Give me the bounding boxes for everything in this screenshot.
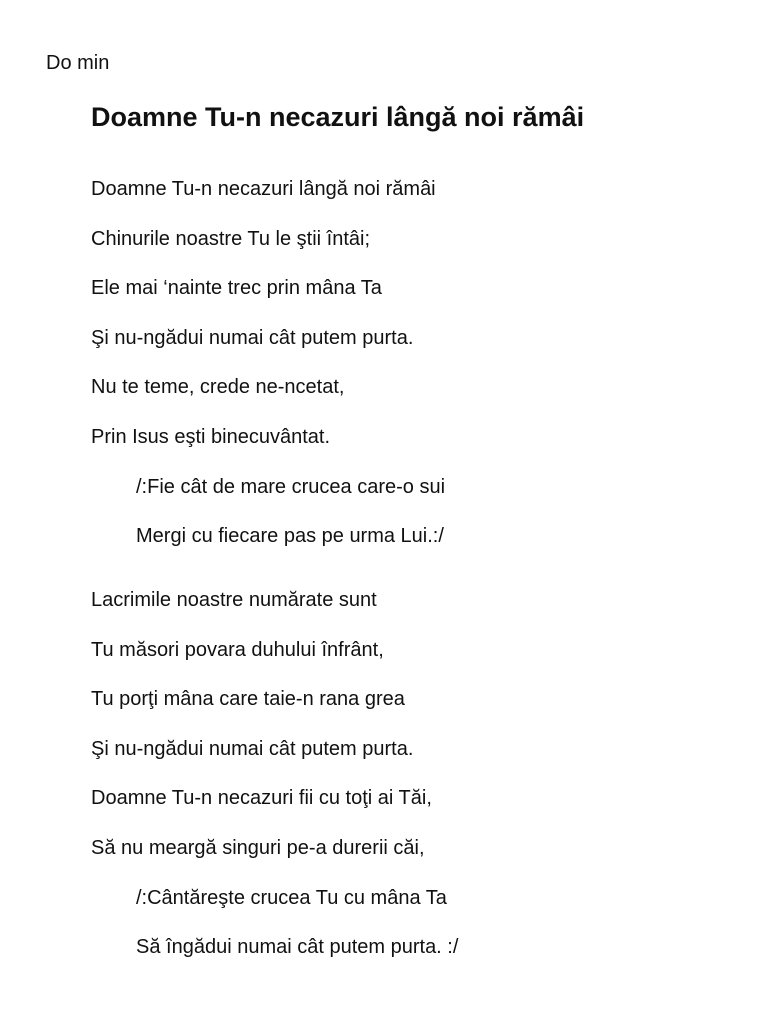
lyric-line: Prin Isus eşti binecuvântat. [91,425,331,448]
stanza-1 [91,176,731,573]
lyric-line: Să nu meargă singuri pe-a durerii căi, [91,836,425,859]
refrain-line: /:Cântăreşte crucea Tu cu mâna Ta [136,886,447,909]
lyric-line: Şi nu-ngădui numai cât putem purta. [91,326,414,349]
lyric-line: Lacrimile noastre numărate sunt [91,589,377,611]
lyric-line: Ele mai ‘nainte trec prin mâna Ta [91,277,382,300]
refrain-line: Mergi cu fiecare pas pe urma Lui.:/ [136,525,444,548]
lyric-line: Nu te teme, crede ne-ncetat, [91,376,345,399]
lyric-line: Şi nu-ngădui numai cât putem purta. [91,737,414,760]
lyric-line: Doamne Tu-n necazuri fii cu toţi ai Tăi, [91,787,432,810]
refrain-line: Să îngădui numai cât putem purta. :/ [136,936,459,959]
song-key-label: Do min [46,52,110,74]
refrain-line: /:Fie cât de mare crucea care-o sui [136,475,446,498]
lyric-line: Tu măsori povara duhului înfrânt, [91,638,384,661]
stanza-2 [91,587,731,984]
lyric-line: Chinurile noastre Tu le ştii întâi; [91,227,371,250]
lyric-line: Doamne Tu-n necazuri lângă noi rămâi [91,178,436,200]
song-title: Doamne Tu-n necazuri lângă noi rămâi [91,102,585,132]
lyric-line: Tu porţi mâna care taie-n rana grea [91,688,405,711]
